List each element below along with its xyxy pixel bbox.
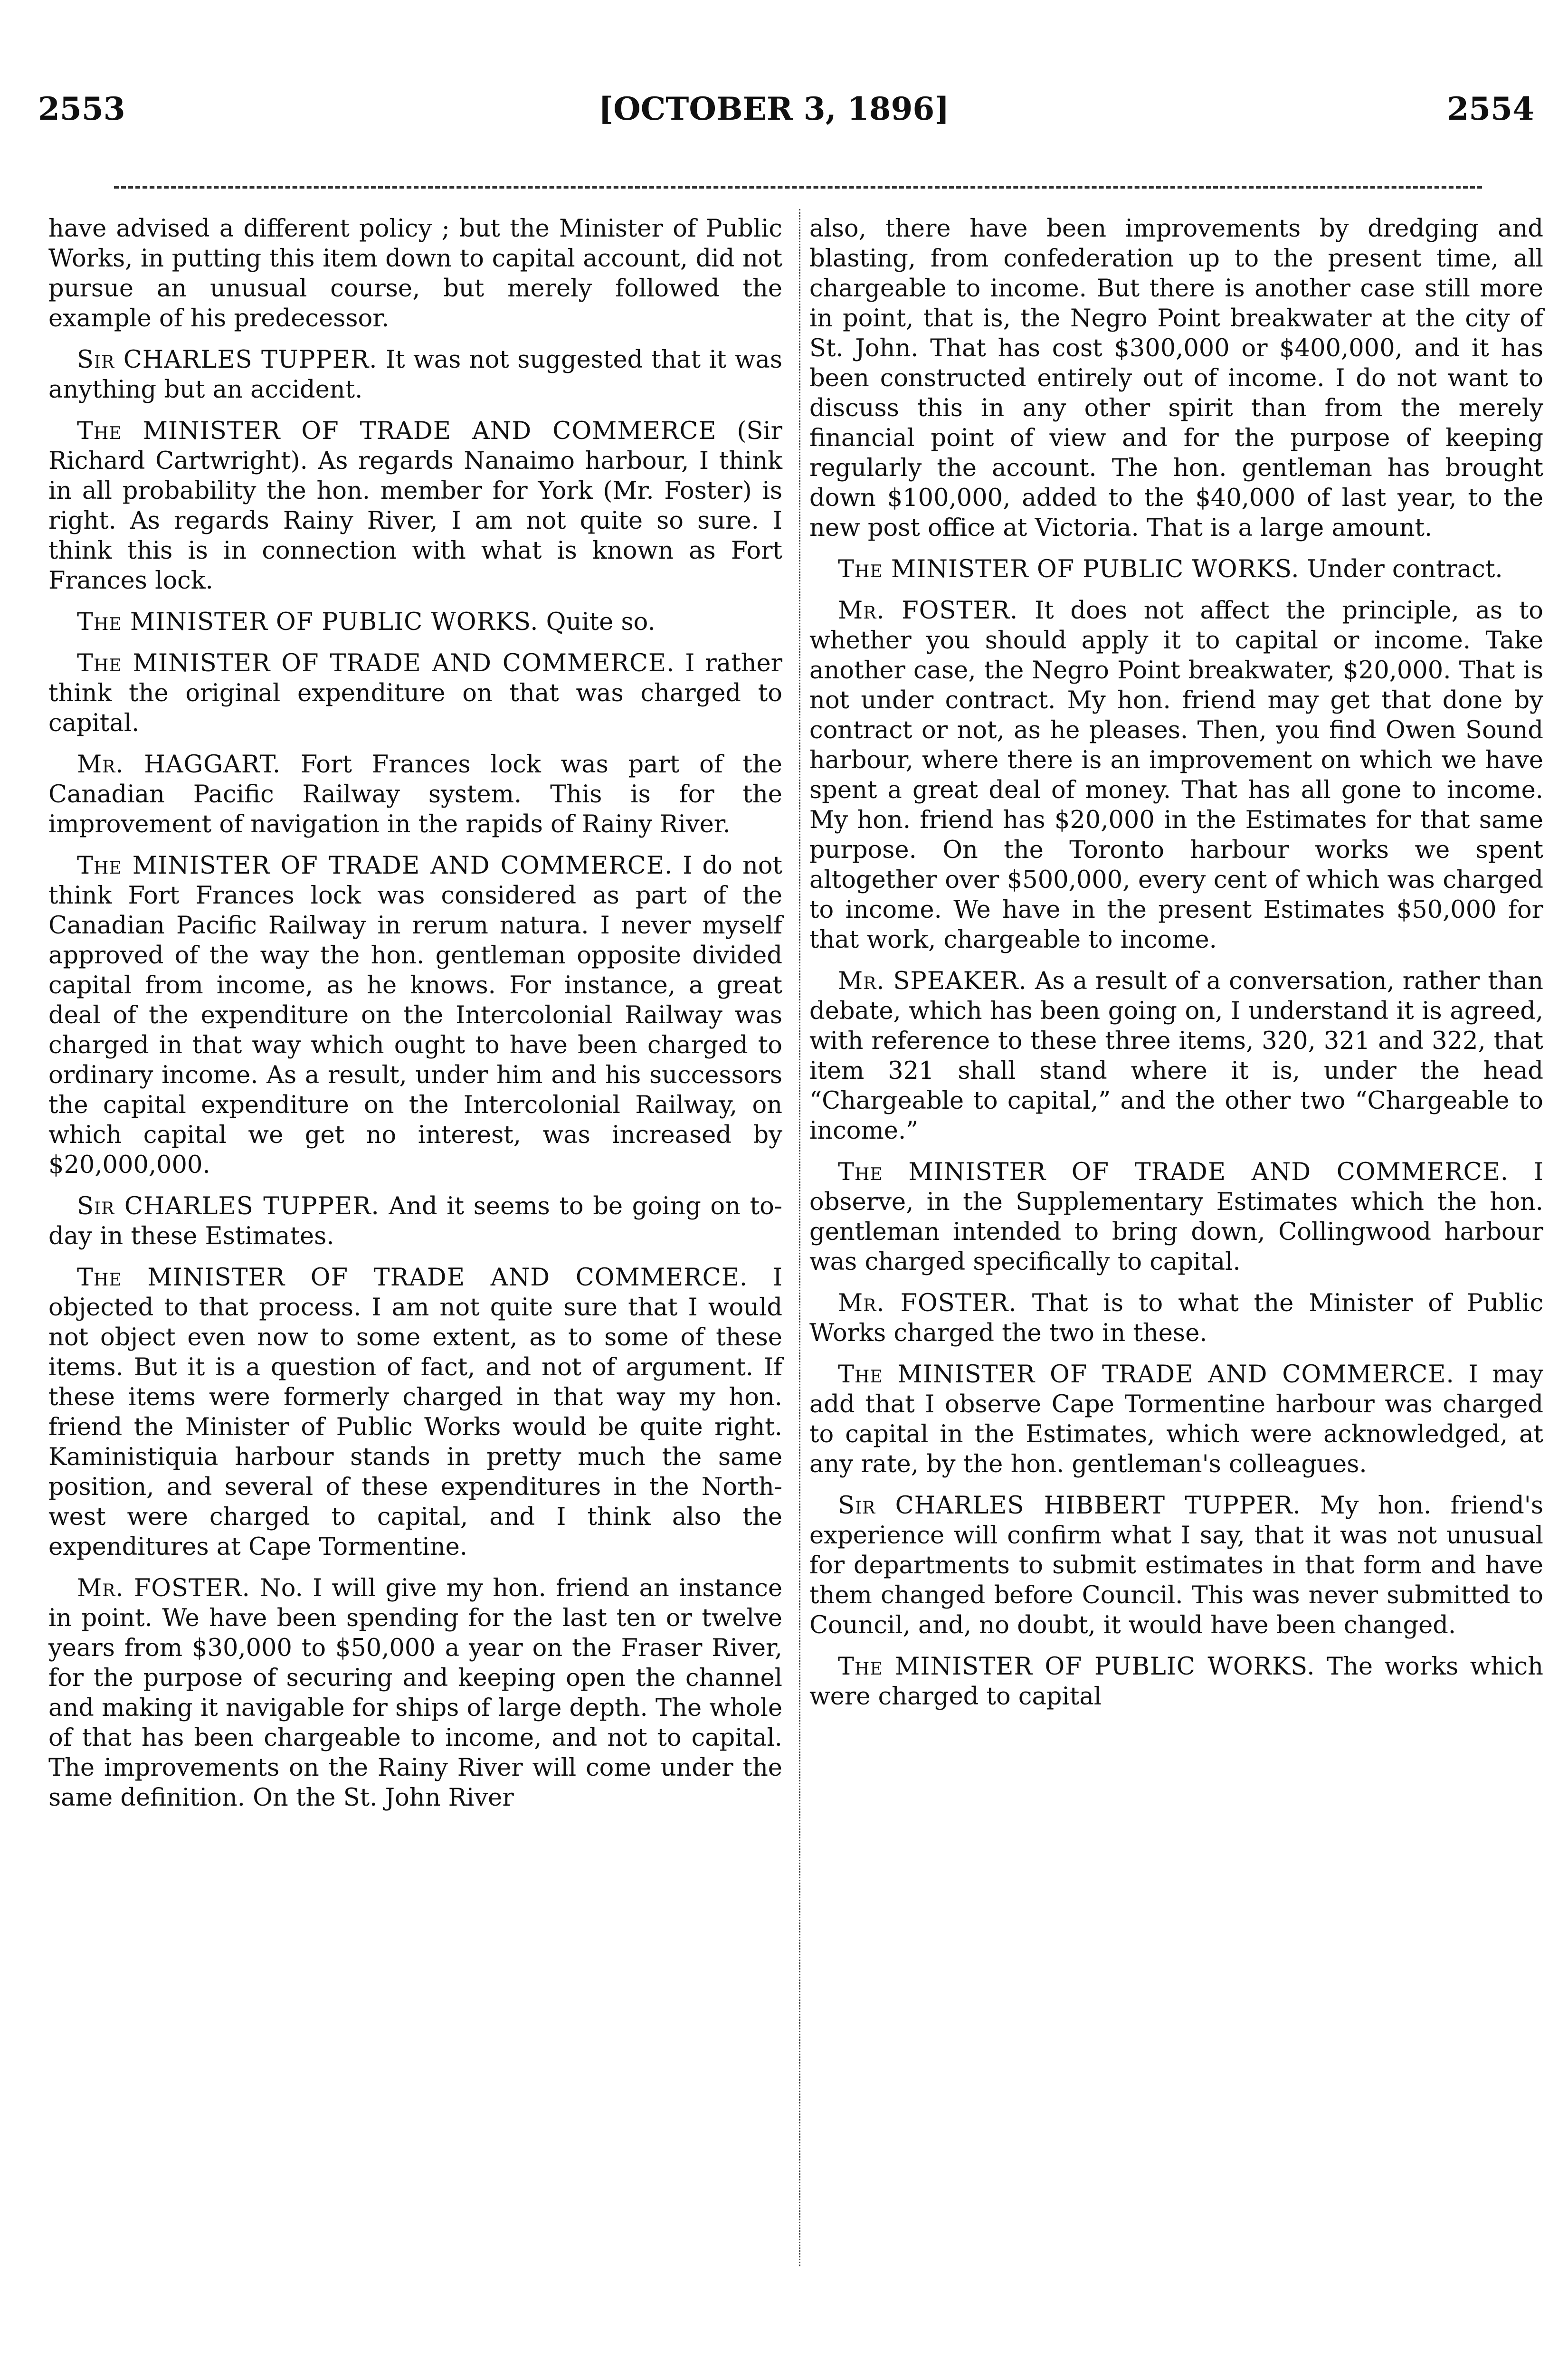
paragraph [809,596,1543,955]
speaker-name: The MINISTER OF TRADE AND COMMERCE. [77,649,675,677]
speech-text: It does not affect the principle, as to whether you should apply it to capital or income. Take another case, the Negro Point breakwater, $20,000. That is not under contract. My hon. friend may get that done by contract or not, as he pleases. Then, you find Owen Sound harbour, where there is an improvement on which we have spent a great deal of money. That has all gone to income. My hon. friend has $20,000 in the Estimates for that same purpose. On the Toronto harbour works we spent altogether over $500,000, every cent of which was charged to income. We have in the present Estimates $50,000 for that work, chargeable to income. [809,597,1543,954]
header-divider [114,186,1482,189]
speech-text: (Sir Richard Cartwright). As regards Nanaimo harbour, I think in all probability the hon. member for York (Mr. Foster) is right. As regards Rainy River, I am not quite so sure. I think this is in connection with what is known as Fort Frances lock. [48,417,782,595]
paragraph [48,345,782,405]
paragraph [48,214,782,333]
speaker-name: Mr. FOSTER. [77,1574,250,1602]
speaker-name: The MINISTER OF PUBLIC WORKS. [838,555,1300,583]
page-header [38,90,1534,143]
paragraph [809,1288,1543,1348]
speaker-name: The MINISTER OF TRADE AND COMMERCE. [77,1264,748,1292]
speech-text: also, there have been improvements by dredging and blasting, from confederation up to the present time, all chargeable to income. But there is another case still more in point, that is, the Negro Point breakwater at the city of St. John. That has cost $300,000 or $400,000, and it has been constructed entirely out of income. I do not want to discuss this in any other spirit than from the merely financial point of view and for the purpose of keeping regularly the account. The hon. gentleman has brought down $100,000, added to the $40,000 of last year, to the new post office at Victoria. That is a large amount. [809,215,1543,542]
paragraph [809,214,1543,543]
speech-text: I observe, in the Supplementary Estimates which the hon. gentleman intended to bring down, Collingwood harbour was charged specifically to capital. [809,1158,1543,1276]
paragraph [48,1573,782,1813]
paragraph [809,554,1543,584]
paragraph [48,750,782,839]
header-date: [OCTOBER 3, 1896] [599,90,950,127]
right-column [809,214,1543,1723]
speaker-name: Mr. HAGGART. [77,751,281,779]
left-column [48,214,782,1824]
paragraph [809,1652,1543,1712]
paragraph [809,966,1543,1146]
speech-text: I do not think Fort Frances lock was considered as part of the Canadian Pacific Railway in rerum natura. I never myself approved of the way the hon. gentleman opposite divided capital from income, as he knows. For instance, a great deal of the expenditure on the Intercolonial Railway was charged in that way which ought to have been charged to ordinary income. As a result, under him and his successors the capital expenditure on the Intercolonial Railway, on which capital we get no interest, was increased by $20,000,000. [48,852,782,1179]
speech-text: Under contract. [1307,555,1503,583]
speech-text: That is to what the Minister of Public Works charged the two in these. [809,1289,1544,1347]
column-divider [799,209,800,2266]
paragraph [48,1191,782,1251]
speaker-name: The MINISTER OF TRADE AND COMMERCE. [838,1158,1509,1186]
left-page-number: 2553 [38,90,125,127]
speaker-name: The MINISTER OF PUBLIC WORKS. [838,1653,1315,1681]
speaker-name: The MINISTER OF TRADE AND COMMERCE. [77,852,673,880]
speech-text: Quite so. [546,608,656,636]
speaker-name: Mr. FOSTER. [838,1289,1017,1317]
speech-text: No. I will give my hon. friend an instance in point. We have been spending for the last ten or twelve years from $30,000 to $50,000 a year on the Fraser River, for the purpose of securing and keeping open the channel and making it navigable for ships of large depth. The whole of that has been chargeable to income, and not to capital. The improvements on the Rainy River will come under the same definition. On the St. John River [48,1574,782,1812]
speech-text: As a result of a conversation, rather than debate, which has been going on, I understand it is agreed, with reference to these three items, 320, 321 and 322, that item 321 shall stand where it is, under the head “Chargeable to capital,” and the other two “Chargeable to income.” [809,967,1543,1145]
speaker-name: Sir CHARLES TUPPER. [77,1192,380,1220]
speech-text: And it seems to be going on to-day in these Estimates. [48,1192,783,1250]
speaker-name: The MINISTER OF TRADE AND COMMERCE. [838,1361,1454,1389]
paragraph [48,851,782,1180]
speech-text: My hon. friend's experience will confirm what I say, that it was not unusual for departments to submit estimates in that form and have them changed before Council. This was never submitted to Council, and, no doubt, it would have been changed. [809,1492,1544,1639]
paragraph [809,1360,1543,1479]
speaker-name: Sir CHARLES TUPPER. [77,346,378,374]
paragraph [48,416,782,596]
speaker-name: The MINISTER OF TRADE AND COMMERCE [77,417,717,445]
paragraph [48,648,782,738]
paragraph [48,607,782,637]
speech-text: I objected to that process. I am not quite sure that I would not object even now to some extent, as to some of these items. But it is a question of fact, and not of argument. If these items were formerly charged in that way my hon. friend the Minister of Public Works would be quite right. Kaministiquia harbour stands in pretty much the same position, and several of these expenditures in the North-west were charged to capital, and I think also the expenditures at Cape Tormentine. [48,1264,782,1561]
speech-text: have advised a different policy ; but the Minister of Public Works, in putting this item down to capital account, did not pursue an unusual course, but merely followed the example of his predecessor. [48,215,782,333]
right-page-number: 2554 [1447,90,1534,127]
speech-text: Fort Frances lock was part of the Canadian Pacific Railway system. This is for the improvement of navigation in the rapids of Rainy River. [48,751,782,838]
paragraph [809,1491,1543,1640]
paragraph [809,1157,1543,1277]
paragraph [48,1263,782,1562]
speaker-name: Sir CHARLES HIBBERT TUPPER. [838,1492,1301,1520]
speech-text: I may add that I observe Cape Tormentine harbour was charged to capital in the Estimates, which were acknowledged, at any rate, by the hon. gentleman's colleagues. [809,1361,1543,1478]
speaker-name: The MINISTER OF PUBLIC WORKS. [77,608,539,636]
speech-text: The works which were charged to capital [809,1653,1543,1711]
speech-text: It was not suggested that it was anything but an accident. [48,346,782,404]
speaker-name: Mr. SPEAKER. [838,967,1027,995]
speaker-name: Mr. FOSTER. [838,597,1018,625]
speech-text: I rather think the original expenditure on that was charged to capital. [48,649,783,737]
